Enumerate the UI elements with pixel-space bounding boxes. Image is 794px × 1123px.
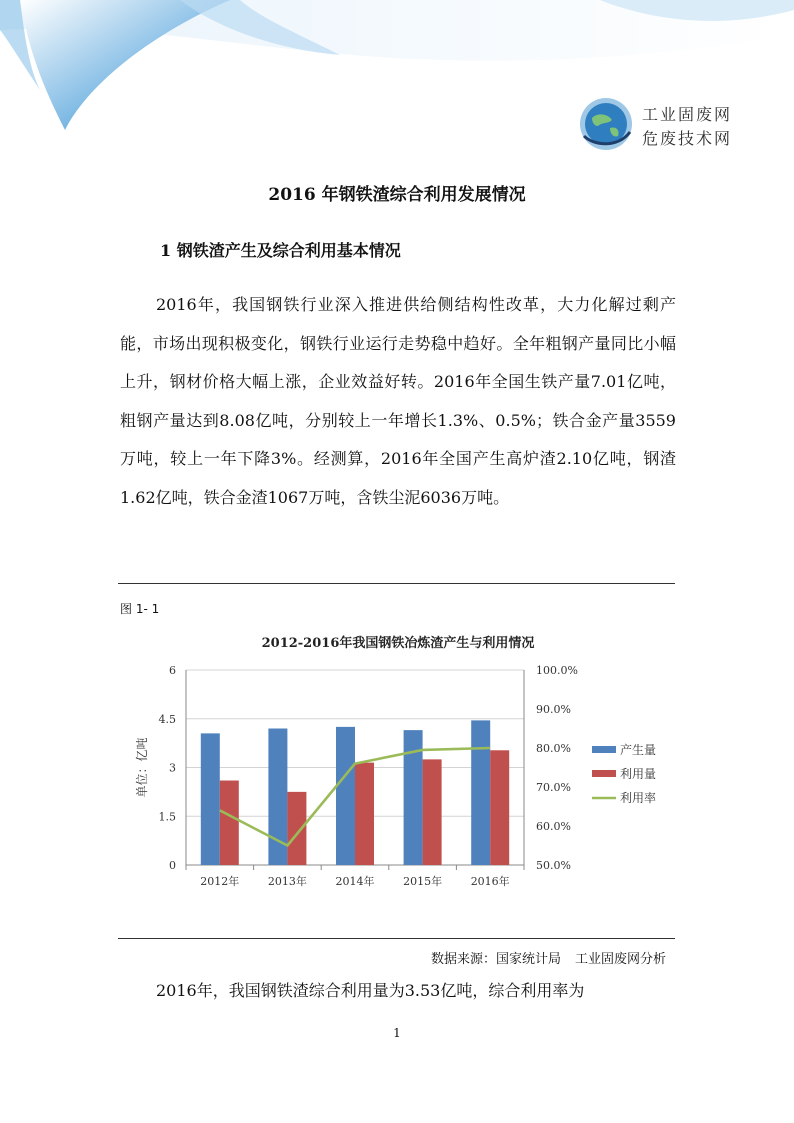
x-tick-label: 2012年 (200, 875, 240, 888)
y2-tick-label: 90.0% (536, 703, 571, 716)
globe-icon (578, 96, 634, 152)
bar-utilization (490, 750, 509, 865)
bar-production (336, 727, 355, 865)
legend-swatch (592, 770, 616, 777)
x-tick-label: 2013年 (267, 875, 307, 888)
y2-tick-label: 50.0% (536, 859, 571, 872)
bar-utilization (287, 792, 306, 865)
y-axis-label: 单位：亿吨 (135, 737, 149, 798)
bar-production (201, 733, 220, 865)
document-title: 2016 年钢铁渣综合利用发展情况 (268, 185, 526, 205)
y2-tick-label: 60.0% (536, 820, 571, 833)
y2-tick-label: 70.0% (536, 781, 571, 794)
chart-title: 2012-2016年我国钢铁冶炼渣产生与利用情况 (261, 636, 535, 651)
y-tick-label: 3 (169, 761, 176, 775)
logo-text-1: 工业固废网 (642, 105, 733, 124)
x-tick-label: 2014年 (335, 875, 375, 888)
bar-utilization (355, 763, 374, 865)
logo-text-2: 危废技术网 (642, 129, 733, 148)
x-tick-label: 2015年 (403, 875, 443, 888)
y-tick-label: 0 (169, 859, 176, 872)
x-tick-label: 2016年 (470, 875, 510, 888)
y-tick-label: 4.5 (158, 712, 176, 726)
y2-tick-label: 80.0% (536, 742, 571, 755)
figure-top-rule (118, 583, 675, 584)
bar-utilization (423, 759, 442, 865)
legend-label: 利用量 (620, 767, 657, 781)
y-tick-label: 6 (169, 664, 176, 677)
y2-tick-label: 100.0% (536, 664, 578, 677)
legend-label: 产生量 (620, 743, 657, 757)
bar-production (471, 720, 490, 865)
source-analysis: 工业固废网分析 (574, 952, 666, 967)
data-source (417, 948, 666, 967)
legend-swatch (592, 746, 616, 753)
figure-bottom-rule (118, 938, 675, 939)
body-paragraph-2: 2016年，我国钢铁渣综合利用量为3.53亿吨，综合利用率为 (156, 981, 585, 1000)
body-paragraph-1: 2016年，我国钢铁行业深入推进供给侧结构性改革，大力化解过剩产能，市场出现积极变化，钢铁行业运行走势稳中趋好。全年粗钢产量同比小幅上升，钢材价格大幅上涨，企业效益好转。2016年全国生铁产量7.01亿吨，粗钢产量达到8.08亿吨，分别较上一年增长1.3%、0.5%；铁合金产量3559万吨，较上一年下降3%。经测算，2016年全国产生高炉渣2.10亿吨，钢渣1.62亿吨，铁合金渣1067万吨，含铁尘泥6036万吨。 (120, 295, 676, 507)
figure-label: 图 1- 1 (120, 602, 160, 616)
legend-label: 利用率 (620, 791, 657, 805)
section-heading: 1 钢铁渣产生及综合利用基本情况 (160, 241, 401, 260)
y-tick-label: 1.5 (158, 810, 176, 824)
bar-utilization (220, 781, 239, 866)
page-number: 1 (393, 1026, 401, 1040)
site-logo (578, 96, 733, 156)
source-prefix: 数据来源：国家统计局 (430, 952, 561, 967)
chart (118, 622, 678, 912)
